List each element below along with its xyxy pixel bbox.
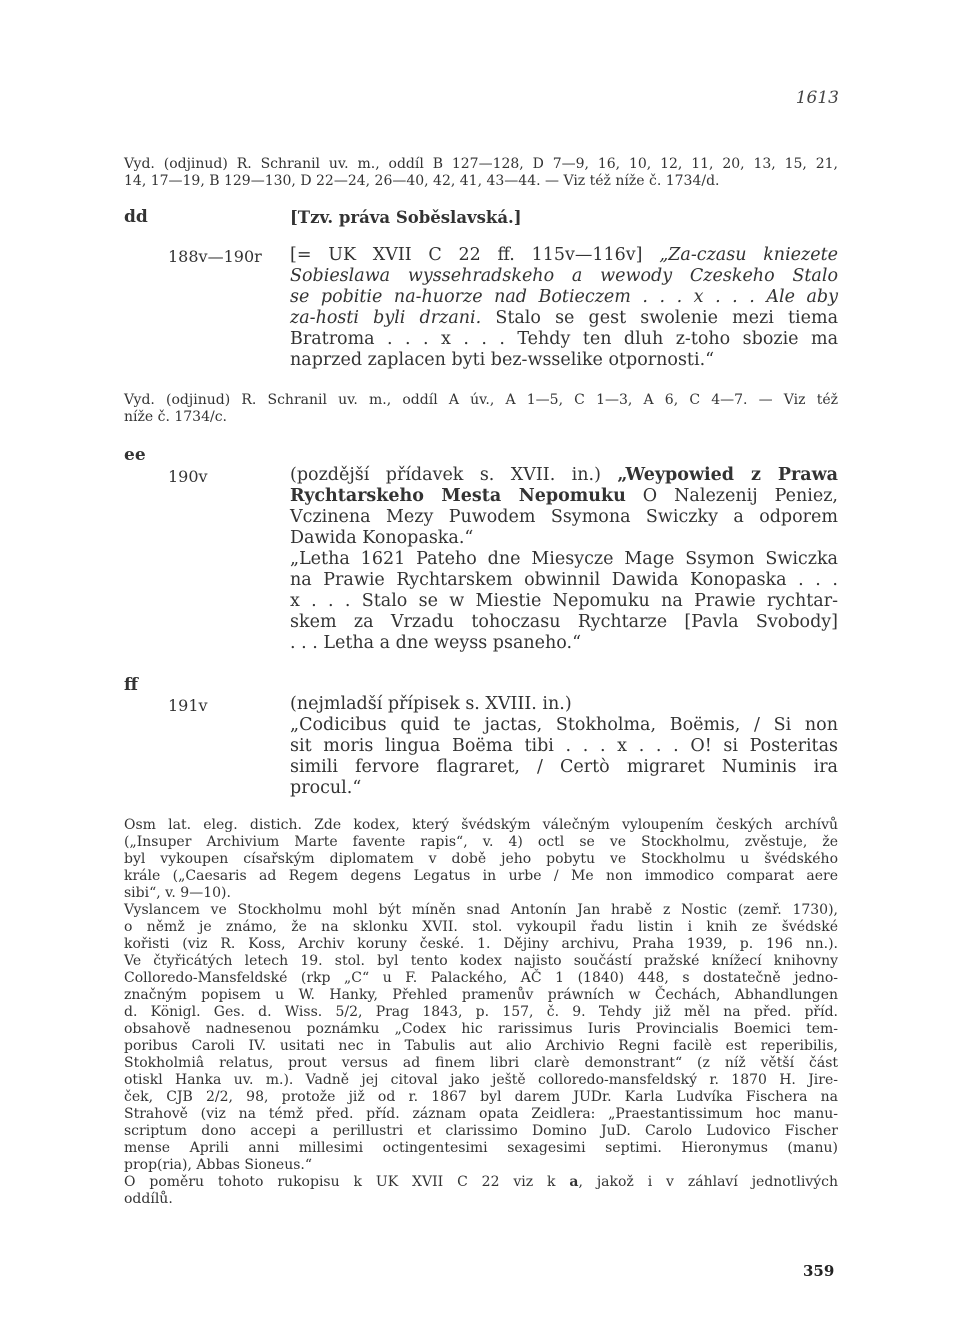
note-line: byl vykoupen císařským diplomatem v době jeho pobytu ve Stockholmu u švédského — [124, 851, 838, 867]
ee-line-1 — [290, 465, 838, 486]
edition-note-2-line-2: níže č. 1734/c. — [124, 409, 227, 425]
ee-line-2-title: Rychtarskeho Mesta Nepomuku — [290, 486, 626, 506]
note-line: Stokholmiâ relatus, prout versus ad finem libri clarè demonstrant“ (z níž větší část — [124, 1055, 838, 1071]
edition-note-1-line-2: 14, 17—19, B 129—130, D 22—24, 26—40, 42, 41, 43—44. — Viz též níže č. 1734/d. — [124, 173, 720, 189]
note-line: poribus Caroli IV. usitati nec in Tabulis aut alio Archivio Regni facilè est reperibilis, — [124, 1038, 838, 1054]
note-line: ček, CJB 2/2, 98, protože již od r. 1867 byl darem JUDr. Karla Ludvíka Fischera na — [124, 1089, 838, 1105]
edition-note-2-line-1: Vyd. (odjinud) R. Schranil uv. m., oddíl A úv., A 1—5, C 1—3, A 6, C 4—7. — Viz též — [124, 392, 838, 408]
dd-line-4-italic: za-hosti byli drzani. — [290, 308, 482, 328]
ee-line-3: Vczinena Mezy Puwodem Ssymona Swiczky a odporem — [290, 507, 838, 527]
dd-line-1-quote: „Za-czasu kniezete — [659, 245, 838, 265]
ff-line-3: sit moris lingua Boëma tibi . . . x . . . O! si Posteritas — [290, 736, 838, 756]
note-line: obsahově nadnesenou poznámku „Codex hic rarissimus Iuris Provincialis Boemici tem- — [124, 1021, 838, 1037]
section-ee-folio: 190v — [168, 467, 208, 486]
ee-line-1-note: (pozdější přídavek s. XVII. in.) — [290, 465, 618, 485]
section-ff-text — [290, 694, 838, 799]
note-line: d. Königl. Ges. d. Wiss. 5/2, Prag 1843, p. 157, č. 9. Tehdy již měl na před. příd. — [124, 1004, 838, 1020]
section-dd-folio: 188v—190r — [168, 247, 262, 266]
edition-note-1-line-1: Vyd. (odjinud) R. Schranil uv. m., oddíl B 127—128, D 7—9, 16, 10, 12, 11, 20, 13, 15, 21, — [124, 156, 838, 172]
note-line: prop(ria), Abbas Sioneus.“ — [124, 1157, 313, 1173]
note-line: Ve čtyřicátých letech 19. stol. byl tento kodex najisto součástí pražské knížecí knihovny — [124, 953, 838, 969]
dd-line-1 — [290, 245, 838, 266]
ee-line-9: . . . Letha a dne weyss psaneho.“ — [290, 633, 582, 653]
note-final-line-2: oddílů. — [124, 1191, 173, 1207]
ee-line-4: Dawida Konopaska.“ — [290, 528, 474, 548]
dd-line-4-roman: Stalo se gest swolenie mezi tiema — [481, 308, 838, 328]
edition-note-1 — [124, 156, 838, 190]
note-final-line — [124, 1174, 838, 1191]
note-line: o němž je známo, že na sklonku XVII. stol. vykoupil řadu listin i knih ze švédské — [124, 919, 838, 935]
note-line: sibi“, v. 9—10). — [124, 885, 231, 901]
note-line: scriptum dono accepi a perillustri et clarissimo Domino JuD. Carolo Ludovico Fischer — [124, 1123, 838, 1139]
dd-line-1-ref: [= UK XVII C 22 ff. 115v—116v] — [290, 245, 660, 265]
section-letter-dd: dd — [124, 207, 148, 227]
note-line: otiskl Hanka uv. m.). Vadně jej citoval jako ještě colloredo-mansfeldský r. 1870 H. Jire- — [124, 1072, 838, 1088]
note-final-bold: a — [569, 1174, 579, 1190]
note-line: Vyslancem ve Stockholmu mohl být míněn snad Antonín Jan hrabě z Nostic (zemř. 1730), — [124, 902, 838, 918]
dd-line-4 — [290, 308, 838, 329]
note-line: Osm lat. eleg. distich. Zde kodex, který švédským válečným vyloupením českých archívů — [124, 817, 838, 833]
page-header-number: 1613 — [795, 88, 839, 108]
note-line: Colloredo-Mansfeldské (rkp „C“ u F. Palackého, AČ 1 (1840) 448, s dostatečně jedno- — [124, 970, 838, 986]
note-final-text-b: , jakož i v záhlaví jednotlivých — [578, 1174, 838, 1190]
page-number: 359 — [803, 1262, 835, 1280]
ee-line-1-title: „Weypowied z Prawa — [617, 465, 838, 485]
ff-line-2: „Codicibus quid te jactas, Stokholma, Boëmis, / Si non — [290, 715, 838, 735]
note-line: značným popisem u W. Hanky, Přehled pramenův práwních w Čechách, Abhandlungen — [124, 987, 838, 1003]
note-line: Strahově (viz na témž před. příd. záznam opata Zeidlera: „Praestantissimum hoc manu- — [124, 1106, 838, 1122]
note-line: krále („Caesaris ad Regem degens Legatus in urbe / Me non immodico comparat aere — [124, 868, 838, 884]
ff-line-5: procul.“ — [290, 778, 362, 798]
section-ee-text — [290, 465, 838, 654]
note-line: kořisti (viz R. Koss, Archiv koruny české. 1. Dějiny archivu, Praha 1939, p. 196 nn.). — [124, 936, 838, 952]
dd-line-3 — [290, 287, 838, 308]
ee-line-2 — [290, 486, 838, 507]
dd-line-5: Bratroma . . . x . . . Tehdy ten dluh z-toho sbozie ma — [290, 329, 838, 349]
ee-line-5: „Letha 1621 Pateho dne Miesycze Mage Ssymon Swiczka — [290, 549, 838, 569]
note-line: mense Aprili anni millesimi octingentesimi sexagesimi septimi. Hieronymus (manu) — [124, 1140, 838, 1156]
dd-line-3-text: se pobitie na-huorze nad Botieczem . . . x . . . Ale aby — [290, 287, 838, 307]
ee-line-6: na Prawie Rychtarskem obwinnil Dawida Konopaska . . . — [290, 570, 838, 590]
ee-line-7: x . . . Stalo se w Miestie Nepomuku na Prawie rychtar- — [290, 591, 838, 611]
ee-line-2-roman: O Nalezenij Peniez, — [625, 486, 838, 506]
section-ff-folio: 191v — [168, 696, 208, 715]
commentary-note — [124, 817, 838, 1208]
section-dd-heading: [Tzv. práva Soběslavská.] — [290, 208, 522, 227]
ee-line-8: skem za Vrzadu tohoczasu Rychtarze [Pavla Svobody] — [290, 612, 838, 632]
note-line: („Insuper Archivium Marte favente rapis“, v. 4) octl se ve Stockholmu, zvěstuje, že — [124, 834, 838, 850]
dd-line-2 — [290, 266, 838, 287]
edition-note-2 — [124, 392, 838, 426]
section-letter-ff: ff — [124, 675, 138, 695]
dd-line-6: naprzed zaplacen byti bez-wsselike otpornosti.“ — [290, 350, 715, 370]
ff-line-1: (nejmladší přípisek s. XVIII. in.) — [290, 694, 572, 714]
section-letter-ee: ee — [124, 445, 146, 465]
dd-line-2-text: Sobieslawa wyssehradskeho a wewody Czeskeho Stalo — [290, 266, 838, 286]
section-dd-text — [290, 245, 838, 371]
note-final-text-a: O poměru tohoto rukopisu k UK XVII C 22 viz k — [124, 1174, 570, 1190]
ff-line-4: simili fervore flagraret, / Certò migraret Numinis ira — [290, 757, 838, 777]
